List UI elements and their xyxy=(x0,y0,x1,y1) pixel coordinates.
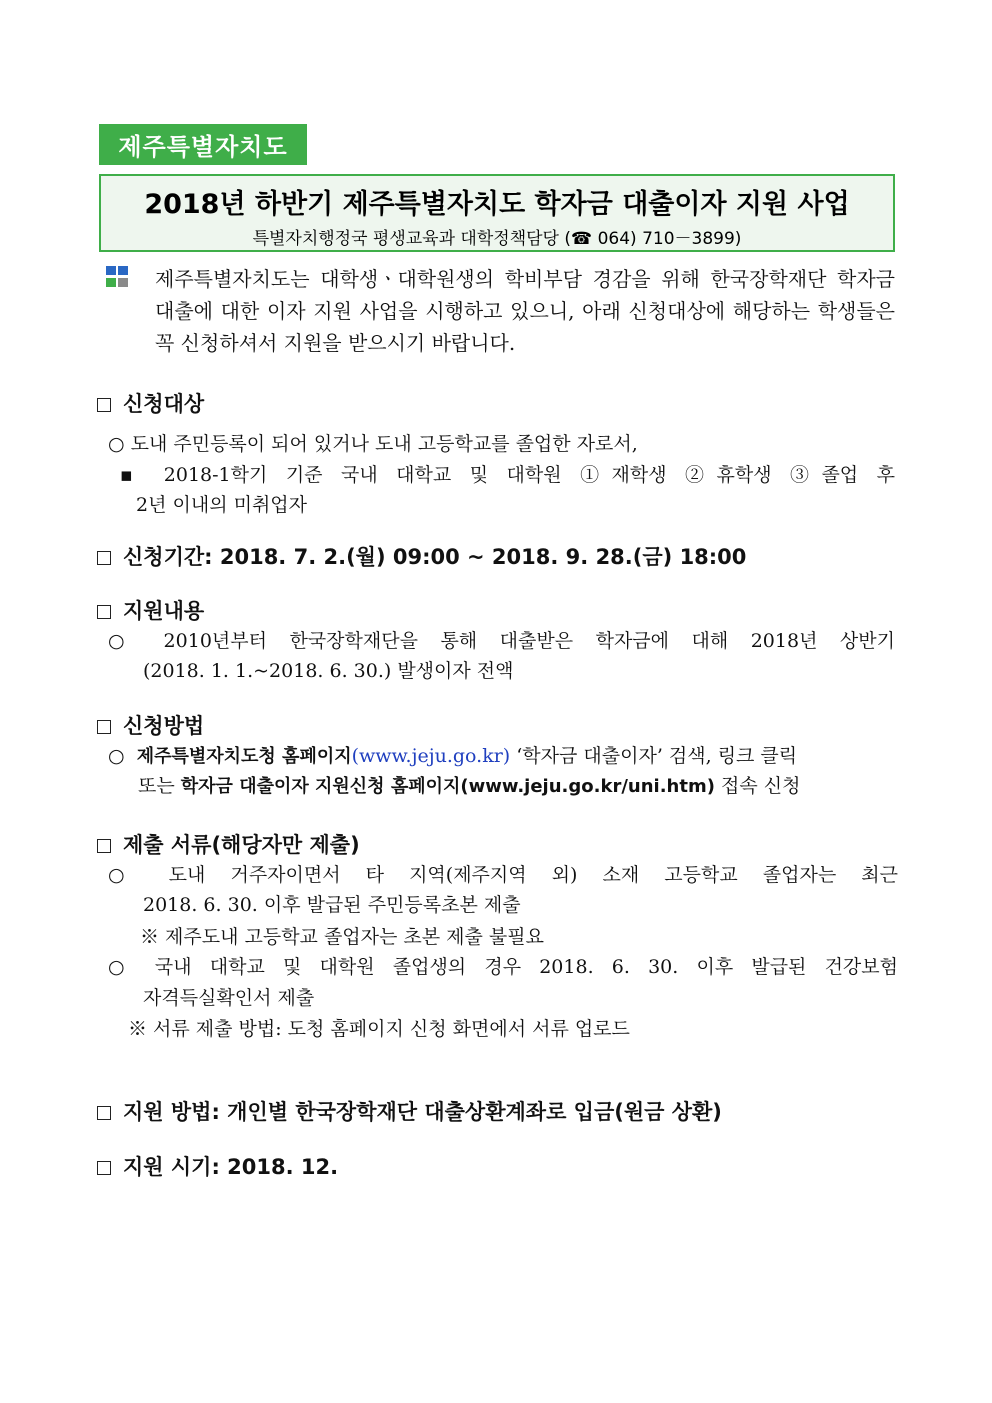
content-heading-text: 지원내용 xyxy=(123,599,205,623)
eligibility-subitem: ▪ 2018-1학기 기준 국내 대학교 및 대학원 ①재학생 ②휴학생 ③졸업 후 xyxy=(120,464,895,486)
documents-note: ※ 서류 제출 방법: 도청 홈페이지 신청 화면에서 서류 업로드 xyxy=(128,1018,630,1040)
site1-label: 제주특별자치도청 홈페이지 xyxy=(136,746,352,767)
period-heading xyxy=(97,541,746,571)
documents-item: ○ 국내 대학교 및 대학원 졸업생의 경우 2018. 6. 30. 이후 발급된 건강보험 xyxy=(108,956,898,978)
support-time-text: 지원 시기: 2018. 12. xyxy=(123,1155,339,1179)
support-method-heading xyxy=(97,1096,722,1126)
checkbox-square-icon xyxy=(97,720,111,734)
bullet-circle: ○ xyxy=(108,745,125,767)
checkbox-square-icon xyxy=(97,551,111,565)
eligibility-subitem-cont: 2년 이내의 미취업자 xyxy=(136,494,307,516)
page-title: 2018년 하반기 제주특별자치도 학자금 대출이자 지원 사업 xyxy=(144,189,850,220)
content-heading xyxy=(97,595,204,625)
content-item-cont: (2018. 1. 1.~2018. 6. 30.) 발생이자 전액 xyxy=(143,660,514,682)
contact-info: 특별자치행정국 평생교육과 대학정책담당 (☎ 064) 710－3899) xyxy=(252,229,742,249)
content-item: ○ 2010년부터 한국장학재단을 통해 대출받은 학자금에 대해 2018년 상반기 xyxy=(108,630,895,652)
access-instruction: 접속 신청 xyxy=(720,775,801,797)
documents-item-cont: 2018. 6. 30. 이후 발급된 주민등록초본 제출 xyxy=(143,894,521,916)
checkbox-square-icon xyxy=(97,1106,111,1120)
support-method-text: 지원 방법: 개인별 한국장학재단 대출상환계좌로 입금(원금 상환) xyxy=(123,1100,722,1124)
documents-note: ※ 제주도내 고등학교 졸업자는 초본 제출 불필요 xyxy=(140,926,544,948)
intro-paragraph: 제주특별자치도는 대학생ㆍ대학원생의 학비부담 경감을 위해 한국장학재단 학자금 대출에 대한 이자 지원 사업을 시행하고 있으니, 아래 신청대상에 해당하는 학생들은 꼭 신청하셔서 지원을 받으시기 바랍니다. xyxy=(155,267,895,355)
organization-tab: 제주특별자치도 xyxy=(99,124,307,165)
documents-item: ○ 도내 거주자이면서 타 지역(제주지역 외) 소재 고등학교 졸업자는 최근 xyxy=(108,864,898,886)
site1-link[interactable]: (www.jeju.go.kr) xyxy=(351,745,511,767)
method-item xyxy=(108,741,797,768)
method-heading-text: 신청방법 xyxy=(123,714,205,738)
eligibility-heading-text: 신청대상 xyxy=(123,392,205,416)
documents-item-cont: 자격득실확인서 제출 xyxy=(143,987,315,1009)
period-heading-text: 신청기간: 2018. 7. 2.(월) 09:00 ~ 2018. 9. 28.(금) 18:00 xyxy=(123,545,747,569)
search-instruction: ‘학자금 대출이자’ 검색, 링크 클릭 xyxy=(516,745,798,767)
checkbox-square-icon xyxy=(97,398,111,412)
bullet-logo-icon xyxy=(106,266,130,288)
documents-heading xyxy=(97,829,360,859)
support-time-heading xyxy=(97,1151,338,1181)
checkbox-square-icon xyxy=(97,605,111,619)
or-text: 또는 xyxy=(138,775,175,797)
method-heading xyxy=(97,710,204,740)
method-item-cont xyxy=(138,771,800,798)
eligibility-heading xyxy=(97,388,204,418)
site2-link[interactable]: 학자금 대출이자 지원신청 홈페이지(www.jeju.go.kr/uni.htm) xyxy=(180,776,715,797)
documents-heading-text: 제출 서류(해당자만 제출) xyxy=(123,833,360,857)
checkbox-square-icon xyxy=(97,839,111,853)
title-box xyxy=(99,174,895,252)
eligibility-item: ○ 도내 주민등록이 되어 있거나 도내 고등학교를 졸업한 자로서, xyxy=(108,433,638,455)
checkbox-square-icon xyxy=(97,1161,111,1175)
